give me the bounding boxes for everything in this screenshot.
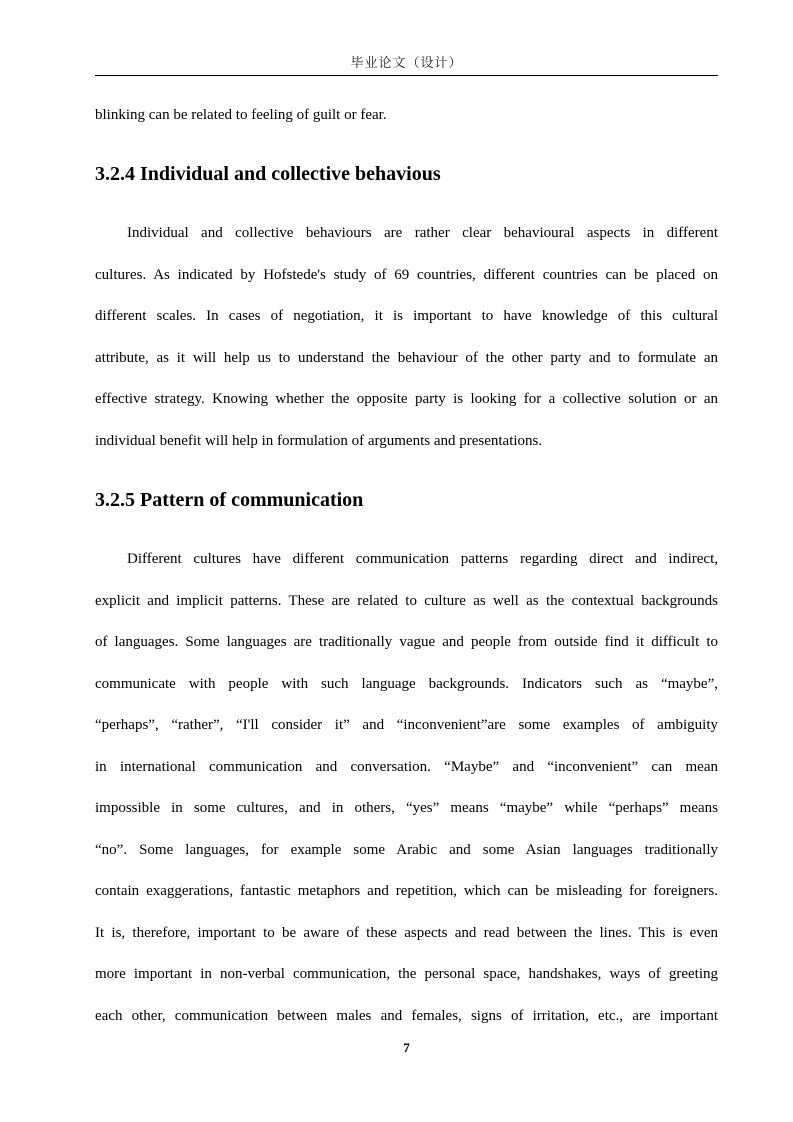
text-line: more important in non-verbal communication, the personal space, handshakes, ways of greeting: [95, 966, 718, 982]
text-line: “no”. Some languages, for example some Arabic and some Asian languages traditionally: [95, 841, 718, 858]
text-line: Different cultures have different communication patterns regarding direct and indirect,: [127, 551, 718, 567]
text-line: explicit and implicit patterns. These are related to culture as well as the contextual backgrounds: [95, 592, 718, 609]
text-line: impossible in some cultures, and in others, “yes” means “maybe” while “perhaps” means: [95, 800, 718, 816]
page-header: 毕业论文（设计）: [350, 56, 463, 71]
intro-paragraph: [95, 95, 718, 137]
text-line: in international communication and conversation. “Maybe” and “inconvenient” can mean: [95, 758, 718, 775]
section-3-2-5-paragraph: [95, 539, 718, 1037]
text-line: Individual and collective behaviours are rather clear behavioural aspects in different: [127, 225, 718, 241]
text-line: attribute, as it will help us to understand the behaviour of the other party and to formulate an: [95, 349, 718, 366]
text-line: blinking can be related to feeling of guilt or fear.: [95, 107, 387, 123]
section-heading-3-2-4: 3.2.4 Individual and collective behavious: [95, 163, 441, 185]
text-line: cultures. As indicated by Hofstede's study of 69 countries, different countries can be placed on: [95, 266, 718, 283]
text-line: each other, communication between males and females, signs of irritation, etc., are important: [95, 1007, 718, 1024]
text-line: different scales. In cases of negotiation, it is important to have knowledge of this cultural: [95, 308, 718, 324]
section-heading-3-2-5: 3.2.5 Pattern of communication: [95, 489, 364, 511]
text-line: contain exaggerations, fantastic metaphors and repetition, which can be misleading for foreigners.: [95, 883, 718, 899]
header-divider: [95, 75, 718, 76]
text-line: individual benefit will help in formulation of arguments and presentations.: [95, 432, 543, 449]
text-line: “perhaps”, “rather”, “I'll consider it” and “inconvenient”are some examples of ambiguity: [95, 717, 718, 733]
text-line: It is, therefore, important to be aware of these aspects and read between the lines. This is even: [95, 924, 718, 941]
section-3-2-4-paragraph: [95, 213, 718, 462]
text-line: effective strategy. Knowing whether the opposite party is looking for a collective solution or an: [95, 391, 718, 407]
page-number: 7: [403, 1040, 410, 1055]
text-line: communicate with people with such language backgrounds. Indicators such as “maybe”,: [95, 675, 718, 692]
text-line: of languages. Some languages are traditionally vague and people from outside find it difficult to: [95, 634, 718, 650]
